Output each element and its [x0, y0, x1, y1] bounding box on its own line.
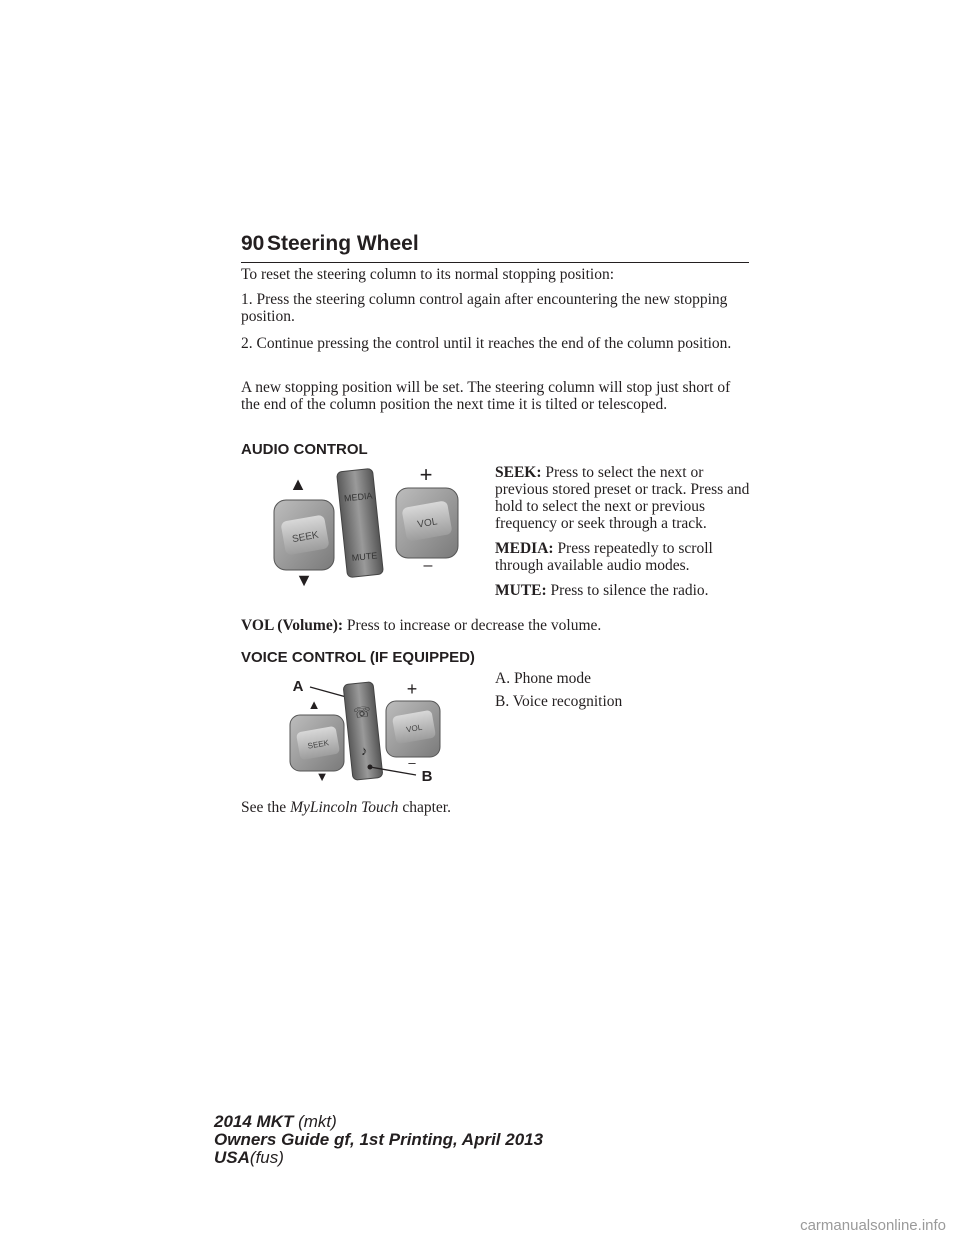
vol-label-2: VOL [405, 722, 423, 735]
seek-up-arrow-icon: ▲ [289, 474, 307, 494]
vol-description: Press to increase or decrease the volume. [346, 617, 602, 634]
vol-definition [241, 617, 751, 634]
mute-label: MUTE [351, 550, 378, 564]
seek-label: SEEK [291, 529, 320, 546]
volume-plus-icon: + [419, 462, 433, 487]
voice-icon: ♪ [360, 742, 369, 759]
page-number: 90 [241, 232, 265, 255]
seek-description: Press to select the next or previous stored preset or track. Press and hold to select the next or previous frequency or seek through a track. [495, 464, 750, 532]
volume-minus-icon-2: – [408, 755, 416, 770]
intro-paragraph-4: A new stopping position will be set. The steering column will stop just short of the end of the column position the next time it is tilted or telescoped. [241, 379, 731, 413]
phone-icon: ☏ [352, 705, 372, 722]
footer-model: 2014 MKT [214, 1112, 294, 1131]
seek-term: SEEK: [495, 464, 542, 481]
volume-minus-icon: – [423, 557, 433, 574]
intro-paragraph-1: To reset the steering column to its normal stopping position: [241, 266, 615, 283]
voice-legend [495, 670, 755, 710]
audio-control-figure [258, 462, 468, 592]
watermark-link[interactable]: carmanualsonline.info [800, 1217, 946, 1234]
volume-plus-icon-2: + [406, 679, 418, 699]
media-description: Press repeatedly to scroll through available audio modes. [495, 540, 713, 574]
mute-definition [495, 582, 755, 599]
see-suffix: chapter. [398, 799, 451, 816]
seek-definition [495, 464, 755, 532]
audio-control-heading: AUDIO CONTROL [241, 441, 368, 458]
legend-item-a: A. Phone mode [495, 670, 592, 687]
footer-line-3 [214, 1149, 543, 1167]
media-term: MEDIA: [495, 540, 554, 557]
intro-paragraph-2: 1. Press the steering column control again after encountering the new stopping position. [241, 291, 728, 325]
chapter-reference: MyLincoln Touch [290, 799, 399, 816]
mute-term: MUTE: [495, 582, 547, 599]
footer-line-2: Owners Guide gf, 1st Printing, April 2013 [214, 1130, 544, 1149]
page-title: Steering Wheel [267, 232, 419, 255]
seek-up-arrow-icon-2: ▲ [307, 697, 321, 712]
mute-description: Press to silence the radio. [550, 582, 709, 599]
see-prefix: See the [241, 799, 291, 816]
media-definition [495, 540, 755, 574]
seek-down-arrow-icon: ▼ [295, 570, 313, 590]
voice-control-figure [282, 673, 452, 791]
audio-definitions [495, 464, 755, 599]
footer-line-1 [214, 1113, 543, 1131]
vol-term: VOL (Volume): [241, 617, 344, 634]
voice-control-heading: VOICE CONTROL (IF EQUIPPED) [241, 649, 475, 666]
seek-down-arrow-icon-2: ▼ [315, 769, 329, 784]
vol-label: VOL [416, 516, 439, 531]
legend-item-b: B. Voice recognition [495, 693, 623, 710]
see-chapter-note [241, 799, 751, 816]
footer-model-code: (mkt) [298, 1112, 337, 1131]
phone-voice-strip-shape [343, 682, 383, 781]
intro-paragraph-3: 2. Continue pressing the control until it reaches the end of the column position. [241, 335, 732, 352]
footer-market-code: (fus) [249, 1148, 284, 1167]
print-footer [214, 1113, 543, 1167]
footer-market: USA [214, 1148, 250, 1167]
callout-b-label: B [421, 768, 433, 785]
page-header [241, 230, 749, 263]
callout-a-label: A [292, 678, 304, 695]
seek-label-2: SEEK [306, 738, 330, 751]
media-label: MEDIA [343, 490, 373, 504]
